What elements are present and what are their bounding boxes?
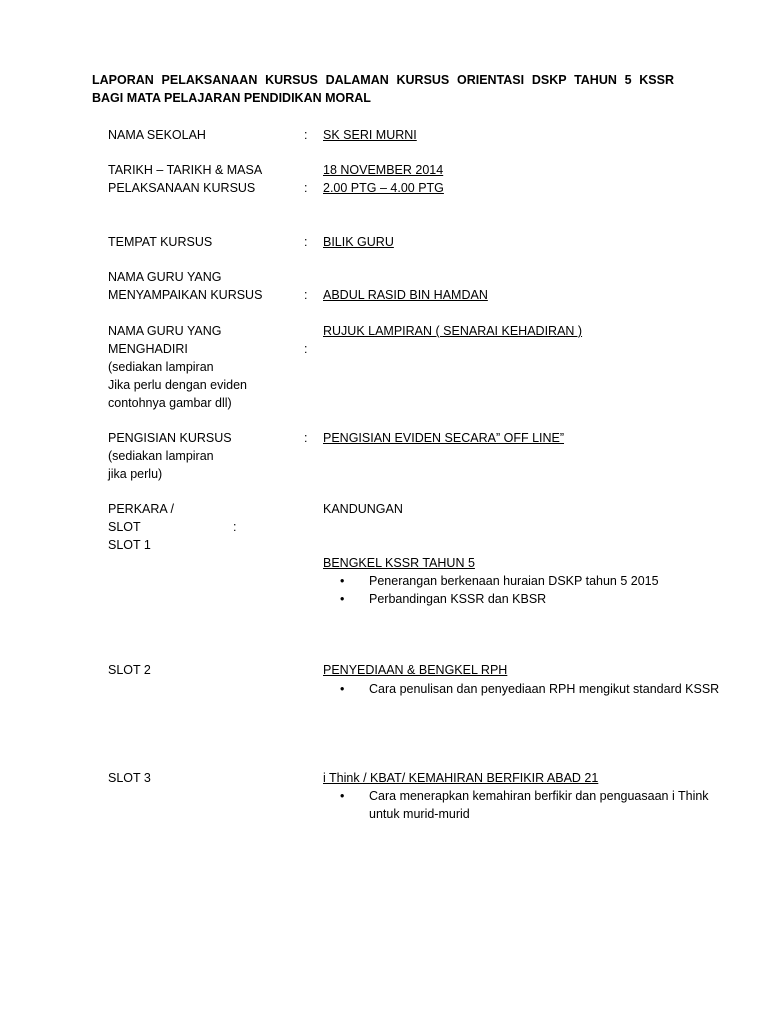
attendees-note-line-3: contohnya gambar dll) [108, 396, 232, 410]
time-value: 2.00 PTG – 4.00 PTG [323, 181, 444, 195]
content-label: PENGISIAN KURSUS [108, 431, 232, 445]
slot-3-bullet-1: Cara menerapkan kemahiran berfikir dan penguasaan i Think untuk murid-murid [369, 789, 709, 821]
report-title-line-1: LAPORAN PELAKSANAAN KURSUS DALAMAN KURSUS ORIENTASI DSKP TAHUN 5 KSSR [92, 73, 674, 87]
presenter-label-line-1: NAMA GURU YANG [108, 270, 222, 284]
date-label-line-2: PELAKSANAAN KURSUS [108, 181, 256, 195]
slot-1-bullet-2: Perbandingan KSSR dan KBSR [369, 592, 547, 606]
school-name-value: SK SERI MURNI [323, 128, 417, 142]
venue-value: BILIK GURU [323, 235, 394, 249]
school-name-colon: : [304, 128, 308, 142]
slot-2-bullet-list [340, 680, 725, 698]
attendees-value: RUJUK LAMPIRAN ( SENARAI KEHADIRAN ) [323, 324, 583, 338]
list-item [340, 787, 725, 823]
date-label-line-1: TARIKH – TARIKH & MASA [108, 163, 263, 177]
school-name-label: NAMA SEKOLAH [108, 128, 206, 142]
slot-2-label: SLOT 2 [108, 663, 151, 677]
presenter-label-line-2: MENYAMPAIKAN KURSUS [108, 288, 263, 302]
presenter-colon: : [304, 288, 308, 302]
list-item [340, 680, 725, 698]
attendees-note-line-2: Jika perlu dengan eviden [108, 378, 247, 392]
slot-2-bullet-1: Cara penulisan dan penyediaan RPH mengikut standard KSSR [369, 682, 720, 696]
slot-3-bullet-list [340, 787, 725, 823]
list-item [340, 572, 725, 590]
bullet-icon: • [340, 682, 345, 696]
agenda-colon: : [233, 520, 237, 534]
report-title [92, 71, 674, 107]
date-value: 18 NOVEMBER 2014 [323, 163, 444, 177]
report-title-line-2: BAGI MATA PELAJARAN PENDIDIKAN MORAL [92, 91, 371, 105]
attendees-label-line-2: MENGHADIRI [108, 342, 188, 356]
slot-3-heading: i Think / KBAT/ KEMAHIRAN BERFIKIR ABAD 21 [323, 771, 599, 785]
content-note-line-1: (sediakan lampiran [108, 449, 214, 463]
content-colon: : [304, 431, 308, 445]
venue-colon: : [304, 235, 308, 249]
presenter-value: ABDUL RASID BIN HAMDAN [323, 288, 488, 302]
slot-3-label: SLOT 3 [108, 771, 151, 785]
slot-1-bullet-list [340, 572, 725, 608]
bullet-icon: • [340, 574, 345, 588]
agenda-label-line-2: SLOT [108, 520, 141, 534]
slot-1-label: SLOT 1 [108, 538, 151, 552]
agenda-label-line-1: PERKARA / [108, 502, 174, 516]
contents-header: KANDUNGAN [323, 502, 403, 516]
attendees-note-line-1: (sediakan lampiran [108, 360, 214, 374]
slot-1-heading: BENGKEL KSSR TAHUN 5 [323, 556, 475, 570]
date-colon: : [304, 181, 308, 195]
slot-2-heading: PENYEDIAAN & BENGKEL RPH [323, 663, 508, 677]
bullet-icon: • [340, 789, 345, 803]
attendees-colon: : [304, 342, 308, 356]
slot-1-bullet-1: Penerangan berkenaan huraian DSKP tahun 5 2015 [369, 574, 659, 588]
venue-label: TEMPAT KURSUS [108, 235, 213, 249]
content-value: PENGISIAN EVIDEN SECARA” OFF LINE” [323, 431, 565, 445]
list-item [340, 590, 725, 608]
attendees-label-line-1: NAMA GURU YANG [108, 324, 222, 338]
bullet-icon: • [340, 592, 345, 606]
content-note-line-2: jika perlu) [108, 467, 163, 481]
